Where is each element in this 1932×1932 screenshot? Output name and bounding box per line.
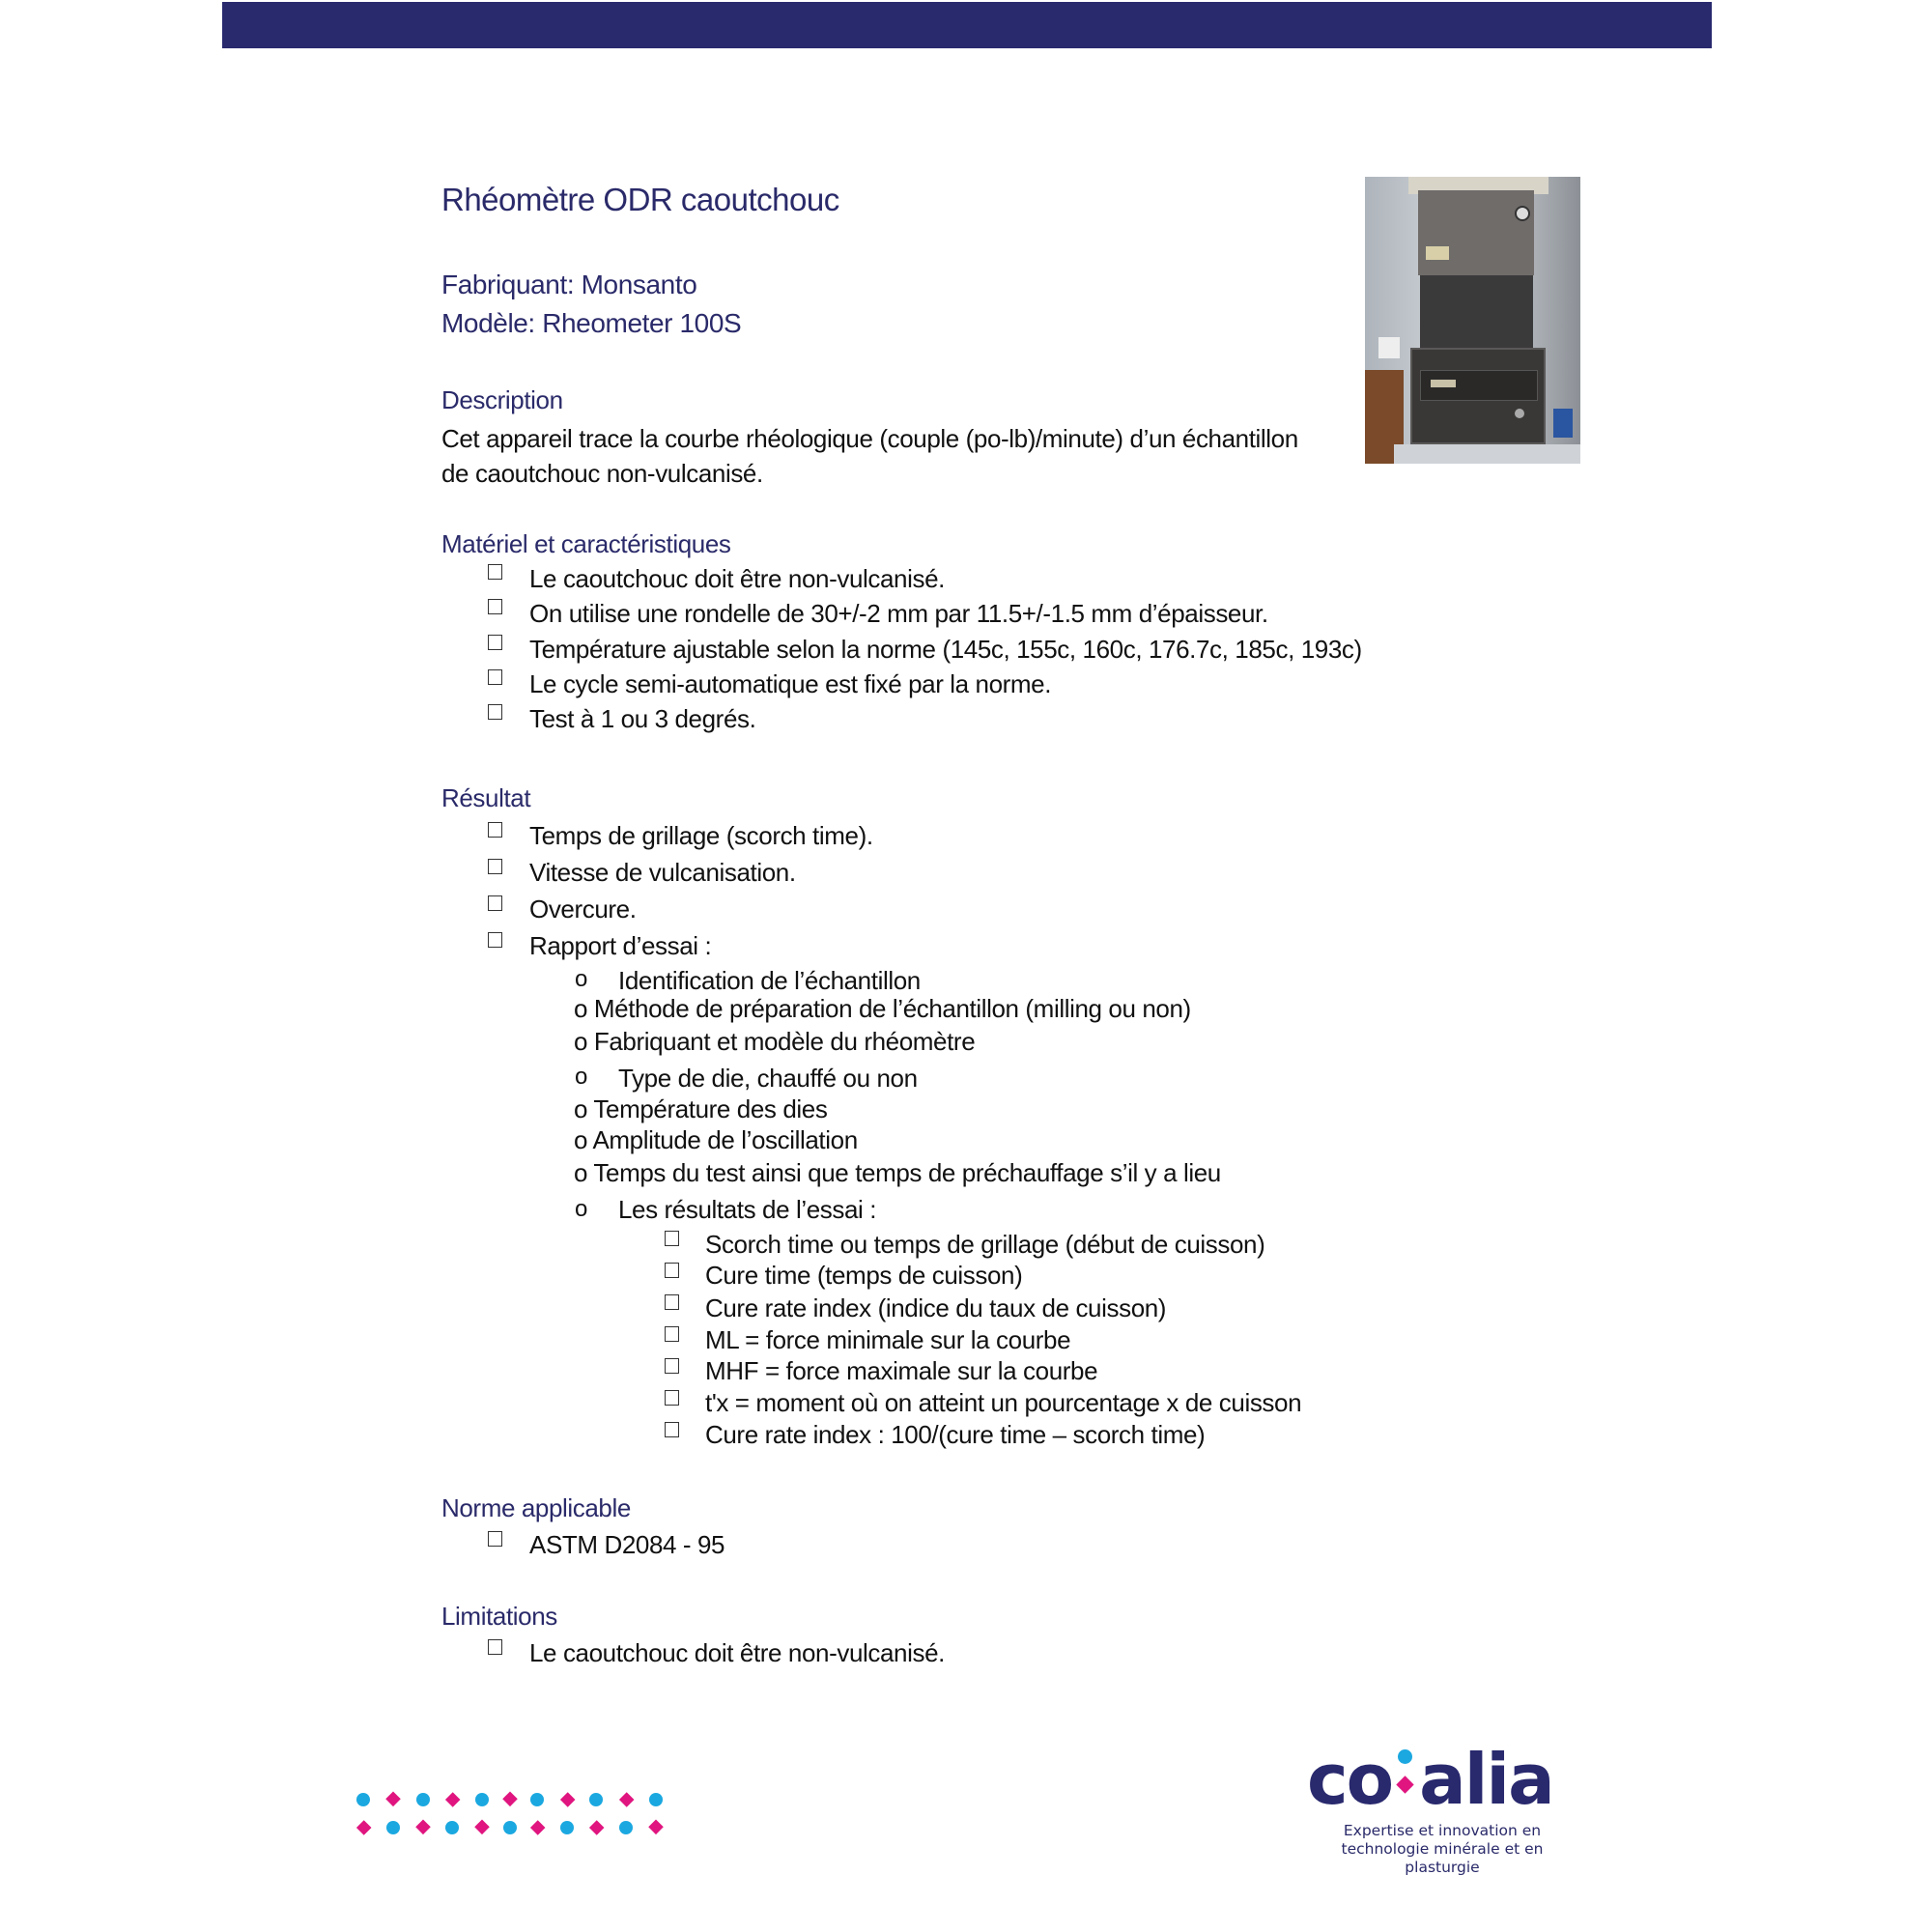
results-item: Rapport d’essai : <box>529 931 712 960</box>
logo-tagline-line-2: technologie minérale et en plasturgie <box>1341 1840 1544 1876</box>
materials-item: On utilise une rondelle de 30+/-2 mm par 11.5+/-1.5 mm d’épaisseur. <box>529 599 1268 628</box>
results-item: Overcure. <box>529 895 637 923</box>
results-heading: Résultat <box>441 783 531 812</box>
logo-tagline-line-1: Expertise et innovation en <box>1343 1822 1542 1839</box>
description-line-2: de caoutchouc non-vulcanisé. <box>441 459 763 488</box>
decorative-dots-pattern <box>355 1789 674 1847</box>
results-item: Vitesse de vulcanisation. <box>529 858 796 887</box>
header-bar <box>222 2 1712 48</box>
results-item: Temps de grillage (scorch time). <box>529 821 873 850</box>
report-item: o Amplitude de l’oscillation <box>574 1125 858 1154</box>
circle-bullet-icon: o <box>575 1196 588 1222</box>
description-line-1: Cet appareil trace la courbe rhéologique (couple (po-lb)/minute) d’un échantillon <box>441 424 1298 453</box>
checkbox-bullet-icon <box>488 599 502 614</box>
materials-item: Le caoutchouc doit être non-vulcanisé. <box>529 564 945 593</box>
checkbox-bullet-icon <box>488 822 502 838</box>
limitations-heading: Limitations <box>441 1602 557 1631</box>
report-item: o Temps du test ainsi que temps de préchauffage s’il y a lieu <box>574 1158 1221 1187</box>
standard-item: ASTM D2084 - 95 <box>529 1530 725 1559</box>
test-result-item: t'x = moment où on atteint un pourcentage x de cuisson <box>705 1388 1302 1417</box>
checkbox-bullet-icon <box>665 1263 679 1278</box>
materials-item: Test à 1 ou 3 degrés. <box>529 704 756 733</box>
checkbox-bullet-icon <box>665 1358 679 1374</box>
manufacturer: Fabriquant: Monsanto <box>441 270 697 299</box>
circle-bullet-icon: o <box>575 966 588 992</box>
checkbox-bullet-icon <box>665 1422 679 1437</box>
standard-heading: Norme applicable <box>441 1493 631 1522</box>
test-result-item: Cure time (temps de cuisson) <box>705 1261 1023 1290</box>
checkbox-bullet-icon <box>488 859 502 874</box>
checkbox-bullet-icon <box>488 704 502 720</box>
checkbox-bullet-icon <box>488 1531 502 1547</box>
checkbox-bullet-icon <box>488 564 502 580</box>
circle-bullet-icon: o <box>575 1064 588 1090</box>
checkbox-bullet-icon <box>488 895 502 911</box>
report-item: Type de die, chauffé ou non <box>618 1064 918 1093</box>
logo-text-co: co <box>1307 1739 1393 1820</box>
materials-heading: Matériel et caractéristiques <box>441 529 731 558</box>
description-heading: Description <box>441 385 563 414</box>
checkbox-bullet-icon <box>665 1294 679 1310</box>
materials-item: Température ajustable selon la norme (145c, 155c, 160c, 176.7c, 185c, 193c) <box>529 635 1362 664</box>
checkbox-bullet-icon <box>665 1390 679 1406</box>
test-result-item: ML = force minimale sur la courbe <box>705 1325 1071 1354</box>
checkbox-bullet-icon <box>665 1326 679 1342</box>
logo-wordmark <box>1307 1739 1553 1820</box>
checkbox-bullet-icon <box>665 1231 679 1246</box>
checkbox-bullet-icon <box>488 635 502 650</box>
logo-text-alia: alia <box>1419 1739 1553 1820</box>
checkbox-bullet-icon <box>488 932 502 948</box>
test-result-item: Cure rate index (indice du taux de cuisson) <box>705 1293 1167 1322</box>
checkbox-bullet-icon <box>488 669 502 685</box>
report-item: o Fabriquant et modèle du rhéomètre <box>574 1027 976 1056</box>
materials-item: Le cycle semi-automatique est fixé par la norme. <box>529 669 1052 698</box>
test-result-item: MHF = force maximale sur la courbe <box>705 1356 1098 1385</box>
test-result-item: Cure rate index : 100/(cure time – scorch time) <box>705 1420 1206 1449</box>
model: Modèle: Rheometer 100S <box>441 308 742 338</box>
rheometer-photo <box>1365 177 1580 464</box>
page-title: Rhéomètre ODR caoutchouc <box>441 182 839 217</box>
report-item: o Méthode de préparation de l’échantillon (milling ou non) <box>574 994 1191 1023</box>
report-item: o Température des dies <box>574 1094 828 1123</box>
report-item: Les résultats de l’essai : <box>618 1195 877 1224</box>
logo-colon-icon <box>1392 1755 1419 1804</box>
limitations-item: Le caoutchouc doit être non-vulcanisé. <box>529 1638 945 1667</box>
checkbox-bullet-icon <box>488 1639 502 1655</box>
test-result-item: Scorch time ou temps de grillage (début de cuisson) <box>705 1230 1265 1259</box>
report-item: Identification de l’échantillon <box>618 966 921 995</box>
